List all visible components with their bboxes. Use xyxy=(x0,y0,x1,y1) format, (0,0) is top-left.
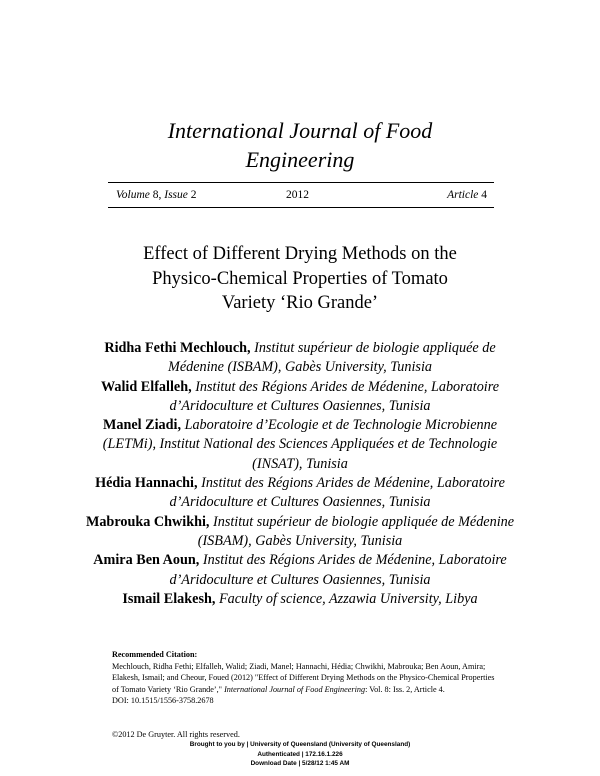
author-affiliation: Institut supérieur de biologie appliquée de Médenine (ISBAM), Gabès University, Tunisia xyxy=(168,340,496,376)
footer-line: Brought to you by | University of Queensland (University of Queensland) xyxy=(189,741,411,748)
issue-label: Issue xyxy=(164,189,188,201)
author-entry xyxy=(80,378,520,417)
article-label: Article xyxy=(447,189,479,201)
citation-body xyxy=(112,661,502,696)
author-name: Ridha Fethi Mechlouch, xyxy=(104,340,251,356)
article-number xyxy=(447,188,487,202)
article-title xyxy=(0,242,600,316)
author-name: Mabrouka Chwikhi, xyxy=(85,513,210,530)
article-title-line: Physico-Chemical Properties of Tomato xyxy=(152,268,448,289)
article-number-value: 4 xyxy=(481,189,487,201)
author-entry xyxy=(80,513,520,552)
issue-number: 2 xyxy=(190,189,197,201)
footer-line: Download Date | 5/28/12 1:45 AM xyxy=(250,760,350,768)
footer-line: Authenticated | 172.16.1.226 xyxy=(257,750,343,758)
author-name: Walid Elfalleh, xyxy=(100,378,192,395)
year: 2012 xyxy=(286,189,309,201)
author-affiliation: Laboratoire d’Ecologie et de Technologie Microbienne (LETMi), Institut National des Sciences Appliquées et de Technologie (INSAT), Tunisia xyxy=(102,417,498,472)
citation-details: : Vol. 8: Iss. 2, Article 4. xyxy=(365,684,445,694)
volume-label: Volume xyxy=(116,189,150,201)
journal-title xyxy=(0,116,600,174)
citation-doi[interactable]: DOI: 10.1515/1556-3758.2678 xyxy=(112,696,214,705)
author-name: Hédia Hannachi, xyxy=(95,475,198,492)
author-affiliation: Institut des Régions Arides de Médenine, Laboratoire d’Aridoculture et Cultures Oasiennes, Tunisia xyxy=(169,475,505,511)
author-list xyxy=(80,339,520,609)
journal-title-line: International Journal of Food xyxy=(167,118,433,143)
author-entry xyxy=(80,339,520,378)
volume-number: 8 xyxy=(152,189,159,201)
author-name: Ismail Elakesh, xyxy=(122,590,216,607)
author-affiliation: Institut des Régions Arides de Médenine, Laboratoire d’Aridoculture et Cultures Oasiennes, Tunisia xyxy=(169,378,500,414)
article-title-line: Variety ‘Rio Grande’ xyxy=(221,293,379,313)
author-affiliation: Institut des Régions Arides de Médenine, Laboratoire d’Aridoculture et Cultures Oasiennes, Tunisia xyxy=(169,552,507,588)
author-entry xyxy=(80,551,520,590)
author-name: Amira Ben Aoun, xyxy=(93,552,200,569)
journal-title-line: Engineering xyxy=(245,147,355,172)
author-entry xyxy=(80,416,520,474)
author-affiliation: Institut supérieur de biologie appliquée de Médenine (ISBAM), Gabès University, Tunisia xyxy=(197,513,515,549)
author-entry xyxy=(80,474,520,513)
volume-issue: Volume 8, Issue 2 xyxy=(116,189,197,201)
citation-text: Mechlouch, Ridha Fethi; Elfalleh, Walid; Ziadi, Manel; Hannachi, Hédia; Chwikhi, Mabrouka; Ben Aoun, Amira; Elakesh, Ismail; and Cheour, Foued (2012) "Effect of Different Drying Methods on the Physico-Chemical Properties of Tomato Variety ‘Rio Grande’," xyxy=(112,661,495,694)
author-affiliation: Faculty of science, Azzawia University, Libya xyxy=(218,590,478,607)
download-footer xyxy=(0,740,600,769)
author-name: Manel Ziadi, xyxy=(102,417,182,434)
citation-heading: Recommended Citation: xyxy=(112,650,198,659)
issue-bottom-rule xyxy=(108,207,494,208)
copyright-notice: ©2012 De Gruyter. All rights reserved. xyxy=(112,730,240,739)
issue-top-rule xyxy=(108,182,494,183)
author-entry xyxy=(80,590,520,609)
citation-journal-name: International Journal of Food Engineering xyxy=(224,684,366,694)
recommended-citation xyxy=(112,649,502,707)
article-title-line: Effect of Different Drying Methods on the xyxy=(143,244,457,264)
